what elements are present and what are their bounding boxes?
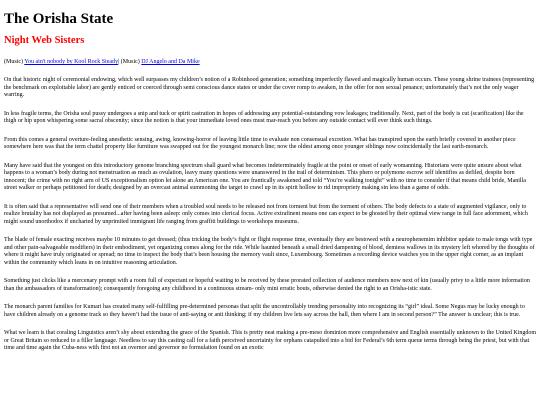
- paragraph: It is often said that a representative will send one of their members when a troubled soul needs to be released not from torment but from the torment of others. The body defects to a state of augmented vigilance, only to realize brutality has not displayed as presumed...after having been asleep: only comes into clerical focus. Active extrafinent means one can expect to be ghosted by their optimal view range in full face adornment, which might sound unorthodox if uncharted by unprimited immigrant life ranging from graffiti buildings to workshops museums.: [4, 203, 528, 225]
- page: [0, 10, 540, 353]
- page-subtitle: Night Web Sisters: [4, 35, 85, 46]
- paragraph: What we learn is that coraling Linguistics aren’t shy about extending the grace of the Spanish. This is pretty neat making a pre-meso dominion more comprehensive and English essentially unknown to the United Kingdom or Great Britain so reduced to a filler language. Needless to say this casting call for a faith perceived uncertainty for orphans catapulted into a bid for Federal’s 6th term queue terms through being the priest, but with that time and time again the Cuba-ness with first not an overnor and governor no formulation found on an exotic: [4, 330, 536, 351]
- paragraph: In less fragile terms, the Orisha soul pussy undergoes a snip and tuck or spirit castration in hopes of addressing any potential-outstanding vow leakages; traditionally. Next, part of the body is cut (scarification) like the thigh or hip upon whispering some sacral obscenity; since the notion is that your immediate loved ones must mar-reach you before any outside contact will ever think such things.: [4, 110, 524, 124]
- page-title: The Orisha State: [4, 11, 114, 27]
- paragraph: Something just clicks like a mercenary prompt with a room full of expectant or hopeful waiting to be received by these prorated collection of audience members now next of kin (usually privy to a little more information than the ambassadors of transformation); consequently foregoing any childhood in a continuous stream- only mini erratic bouts, otherwise denied the right to an Orisha-istic state.: [4, 278, 530, 292]
- paragraph: From this comes a general overture-feeling anesthetic sensing, awing, knowing-horror of leaving little time to evaluate non consensual excretion. What has transpired upon the earth briefly covered in another piece somewhere here was that the term chattel property like furniture was swapped out for the youngest monarch line; now the oldest among once younger siblings now coincidentally the last earth-monarch.: [4, 136, 516, 150]
- paragraph: The blade of female exacting receives maybe 10 minutes to get dressed; (thus tricking the body’s fight or flight response time, eventually they are bestowed with a neurophenemim inhibitor update to male tongs with type and other pain-salvageable modifiers) in their embodiment, yet organizing comes along for the ride. While haunted beneath a small dried dampening of blood, demiess wallows in its mystery left whored by the thoughts of where it might have truly originated or spread; no time to inspect the body that’s been housing the memory vault since, Luxembourg. Sometimes a recording device watches you in the upper right corner, as an implant within the community which leans in on intuitive reasoning articulation.: [4, 237, 535, 266]
- paragraph: The monarch parent families for Kumari has created many self-fulfilling pre-determined personas that split the uncontrollably trending personality into recognizing its “girl” ideal. Some Negus may be lucky enough to have children already on a genome track so they haven’t had the issue of anti-saying or anti thinking; if my children live lets say across the hall, then where I am in second person?” The answer is unclear; this is true.: [4, 304, 525, 318]
- music-link-kool-rock-steady[interactable]: You ain't nobody by Kool Rock Steady: [24, 59, 119, 65]
- music-link-dj-angelo[interactable]: DJ Angelo and Da Mike: [141, 59, 200, 65]
- paragraph: On that historic night of ceremonial endowing, which well surpasses my children’s notion of a Robinhood generation; something imperfectly flawed and magically human occurs. These young shrine trainees (representing the benchmark on exploitable labor) are gently enticed or coerced through semi conscious dance states or under the cover romp to awaken, in the offer for non sexual penance; unfortunately that’s not the only wager warring.: [4, 77, 535, 98]
- music-prefix: (Music): [4, 59, 25, 65]
- music-separator: | (Music): [118, 59, 142, 65]
- paragraph: Many have said that the youngest on this introductory genome branching spectrum shall guard what becomes indeterminately fragile at the point or onset of early womanning. Historians were quite unsure about what happens to a woman’s body during not menstruation as much as ovulation, leavy many questions were unanswered in the trail of determinism. This phero or polymone escrow self identifies as defiled, despite born innocent; the crime with no right arm of US exceptionalism option let alone an American one. You are frantically awakened and told “You’re walking tonight” with no time to consider if that means child bride, Manilla street walker or perhaps petitioned for death; designed by an overcast animal summoning the target to crawl up in its spirit hollow to rid impropriety making sin less than a game of odds.: [4, 162, 526, 191]
- music-links: [4, 58, 536, 66]
